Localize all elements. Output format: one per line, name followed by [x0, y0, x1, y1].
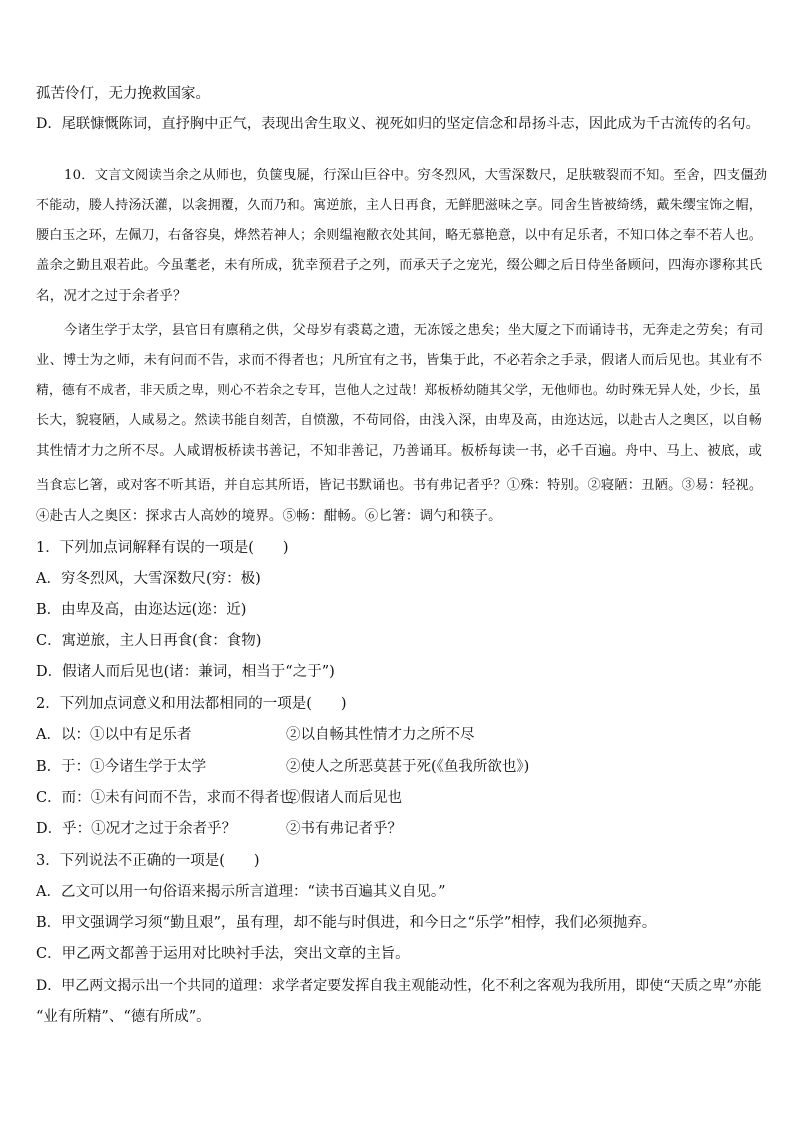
passage-a-line: 10．文言文阅读当余之从师也，负箧曳屣，行深山巨谷中。穷冬烈风，大雪深数尺，足肤皲裂而不知。至舍，四支僵劲 — [64, 168, 768, 183]
prev-option-d: D．尾联慷慨陈词，直抒胸中正气，表现出舍生取义、视死如归的坚定信念和昂扬斗志，因此成为千古流传的名句。 — [36, 116, 760, 132]
passage-b-line: 今诸生学于太学，县官日有廪稍之供，父母岁有裘葛之遗，无冻馁之患矣；坐大厦之下而诵诗书，无奔走之劳矣；有司 — [64, 323, 764, 338]
option-a-right: ②以自畅其性情才力之所不尽 — [286, 727, 475, 743]
passage-a-line: 盖余之勤且艰若此。今虽耄老，未有所成，犹幸预君子之列，而承天子之宠光，缀公卿之后日侍坐备顾问，四海亦谬称其氏 — [36, 258, 763, 273]
option-c-left: C．而：①未有问而不告，求而不得者也 — [36, 790, 294, 806]
option-c: C．甲乙两文都善于运用对比映衬手法，突出文章的主旨。 — [36, 946, 410, 962]
passage-b-footnote: ④赴古人之奥区：探求古人高妙的境界。⑤畅：酣畅。⑥匕箸：调勺和筷子。 — [36, 508, 502, 524]
passage-a-line: 腰白玉之环，左佩刀，右备容臭，烨然若神人；余则缊袍敝衣处其间，略无慕艳意，以中有足乐者，不知口体之奉不若人也。 — [36, 228, 763, 243]
option-b: B．由卑及高，由迩达远(迩：近) — [36, 602, 247, 618]
option-d: D．假诸人而后见也(诸：兼词，相当于“之于”) — [36, 664, 335, 680]
option-d-left: D．乎：①况才之过于余者乎？ — [36, 821, 237, 837]
option-c-right: ②假诸人而后见也 — [286, 790, 402, 806]
question-stem: 3．下列说法不正确的一项是( ) — [36, 853, 260, 869]
option-a: A．乙文可以用一句俗语来揭示所言道理：“读书百遍其义自见。” — [36, 884, 446, 900]
passage-b-line: 当食忘匕箸，或对客不听其语，并自忘其所语，皆记书默诵也。书有弗记者乎？①殊：特别。②寝陋：丑陋。③易：轻视。 — [36, 478, 763, 493]
passage-b-line: 业、博士为之师，未有问而不告，求而不得者也；凡所宜有之书，皆集于此，不必若余之手录，假诸人而后见也。其业有不 — [36, 353, 763, 368]
option-b-left: B．于：①今诸生学于太学 — [36, 759, 207, 775]
option-b-right: ②使人之所恶莫甚于死(《鱼我所欲也》) — [286, 759, 530, 775]
option-d-continued: “业有所精”、“德有所成”。 — [36, 1009, 211, 1025]
option-b: B．甲文强调学习须“勤且艰”，虽有理，却不能与时俱进，和今日之“乐学”相悖，我们必须抛弃。 — [36, 915, 657, 931]
option-d-right: ②书有弗记者乎？ — [286, 821, 402, 837]
prev-answer-tail: 孤苦伶仃，无力挽救国家。 — [36, 86, 210, 102]
passage-b-line: 其性情才力之所不尽。人咸谓板桥读书善记，不知非善记，乃善诵耳。板桥每读一书，必千百遍。舟中、马上、被底，或 — [36, 443, 763, 459]
option-a-left: A．以：①以中有足乐者 — [36, 727, 192, 743]
question-stem: 1．下列加点词解释有误的一项是( ) — [36, 540, 289, 556]
question-stem: 2．下列加点词意义和用法都相同的一项是( ) — [36, 696, 347, 712]
passage-b-line: 长大，貌寝陋，人咸易之。然读书能自刻苦，自愤激，不苟同俗，由浅入深，由卑及高，由迩达远，以赴古人之奥区，以自畅 — [36, 413, 763, 428]
passage-a-line: 名，况才之过于余者乎？ — [36, 288, 187, 304]
option-d: D．甲乙两文揭示出一个共同的道理：求学者定要发挥自我主观能动性，化不利之客观为我所用，即使“天质之卑”亦能 — [36, 978, 762, 994]
passage-a-line: 不能动，媵人持汤沃灌，以衾拥覆，久而乃和。寓逆旅，主人日再食，无鲜肥滋味之享。同舍生皆被绮绣，戴朱缨宝饰之帽， — [36, 198, 763, 213]
passage-b-line: 精，德有不成者，非天质之卑，则心不若余之专耳，岂他人之过哉！郑板桥幼随其父学，无他师也。幼时殊无异人处，少长，虽 — [36, 383, 762, 398]
option-a: A．穷冬烈风，大雪深数尺(穷：极) — [36, 571, 261, 587]
option-c: C．寓逆旅，主人日再食(食：食物) — [36, 633, 262, 649]
